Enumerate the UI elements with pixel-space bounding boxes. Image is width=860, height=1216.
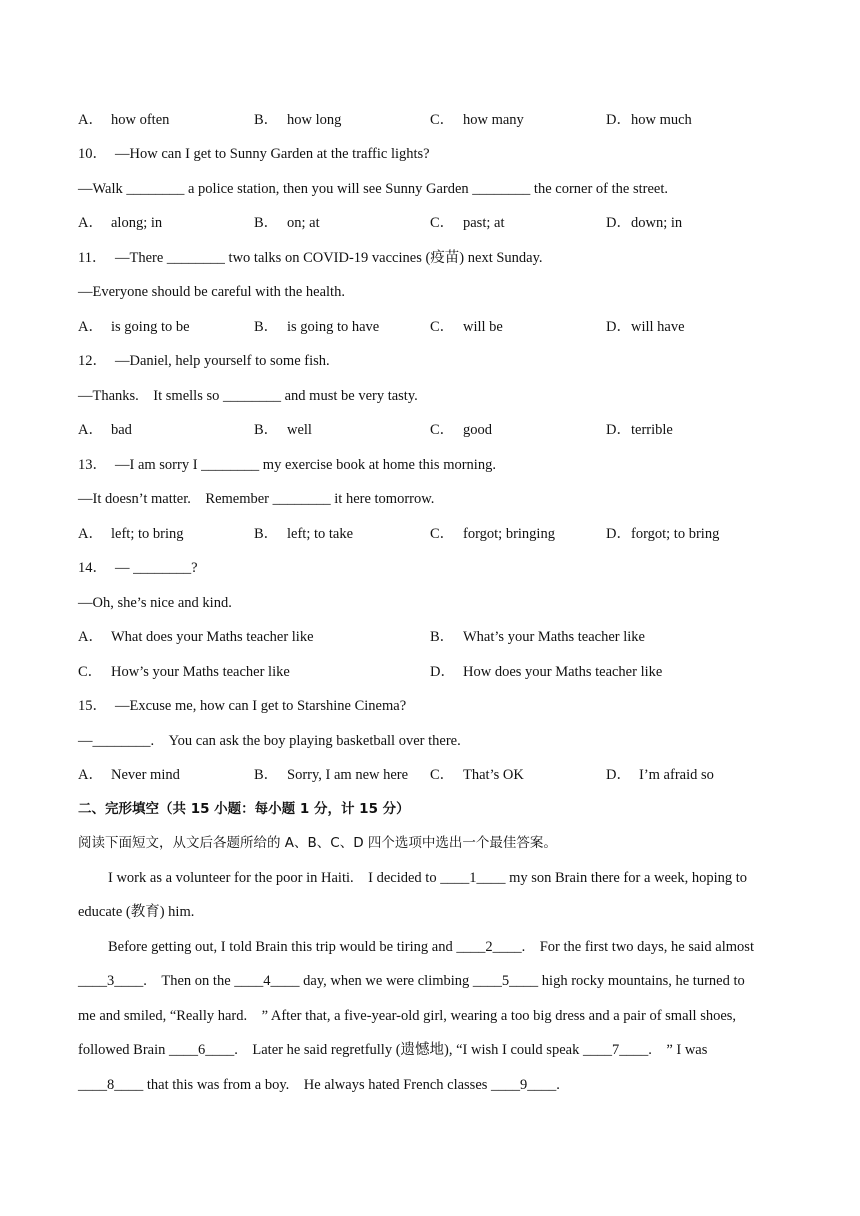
q14-option-d[interactable]: D． How does your Maths teacher like [430, 664, 663, 680]
q12-stem: 12． —Daniel, help yourself to some fish. [78, 353, 330, 369]
q12-option-b[interactable]: B． well [254, 422, 312, 438]
q11-reply: —Everyone should be careful with the health. [78, 284, 345, 300]
q10-option-a[interactable]: A． along; in [78, 215, 163, 231]
q14-option-b[interactable]: B． What’s your Maths teacher like [430, 629, 645, 645]
q13-reply: —It doesn’t matter. Remember ________ it here tomorrow. [78, 491, 435, 507]
q15-stem: 15． —Excuse me, how can I get to Starshine Cinema? [78, 698, 407, 714]
q12-option-c[interactable]: C． good [430, 422, 492, 438]
q15-option-b[interactable]: B． Sorry, I am new here [254, 767, 409, 783]
q10-reply: —Walk ________ a police station, then you will see Sunny Garden ________ the corner of the street. [78, 181, 668, 197]
q9-option-a[interactable]: A． how often [78, 112, 170, 128]
q10-option-d[interactable]: D．down; in [606, 215, 683, 231]
q10-option-b[interactable]: B． on; at [254, 215, 320, 231]
q11-option-d[interactable]: D．will have [606, 319, 685, 335]
q9-option-d[interactable]: D．how much [606, 112, 692, 128]
passage-line: Before getting out, I told Brain this trip would be tiring and ____2____. For the first two days, he said almost [108, 939, 754, 955]
passage-line: educate (教育) him. [78, 904, 195, 920]
q11-options [78, 316, 800, 338]
q15-options [78, 764, 800, 786]
q12-reply: —Thanks. It smells so ________ and must be very tasty. [78, 388, 418, 404]
passage-line: ____3____. Then on the ____4____ day, when we were climbing ____5____ high rocky mountains, he turned to [78, 973, 745, 989]
q15-option-a[interactable]: A． Never mind [78, 767, 180, 783]
q13-option-d[interactable]: D．forgot; to bring [606, 526, 720, 542]
q11-stem: 11． —There ________ two talks on COVID-19 vaccines (疫苗) next Sunday. [78, 250, 543, 266]
q9-options [78, 109, 800, 131]
passage-line: followed Brain ____6____. Later he said regretfully (遗憾地), “I wish I could speak ____7____. ” I was [78, 1042, 708, 1058]
q14-stem: 14． — ________? [78, 560, 198, 576]
q12-option-a[interactable]: A． bad [78, 422, 132, 438]
q15-reply: —________. You can ask the boy playing basketball over there. [78, 733, 461, 749]
q13-stem: 13． —I am sorry I ________ my exercise book at home this morning. [78, 457, 496, 473]
q10-stem: 10． —How can I get to Sunny Garden at the traffic lights? [78, 146, 430, 162]
q11-option-c[interactable]: C． will be [430, 319, 503, 335]
passage-line: I work as a volunteer for the poor in Haiti. I decided to ____1____ my son Brain there for a week, hoping to [108, 870, 748, 886]
q10-options [78, 212, 800, 234]
q13-option-a[interactable]: A． left; to bring [78, 526, 184, 542]
passage-line: me and smiled, “Really hard. ” After that, a five-year-old girl, wearing a too big dress and a pair of small shoes, [78, 1008, 737, 1024]
q14-option-a[interactable]: A． What does your Maths teacher like [78, 629, 314, 645]
q13-options [78, 523, 800, 545]
q13-option-b[interactable]: B． left; to take [254, 526, 354, 542]
q14-options-row1 [78, 626, 800, 648]
passage-line: ____8____ that this was from a boy. He always hated French classes ____9____. [78, 1077, 560, 1093]
q12-options [78, 419, 800, 441]
q9-option-c[interactable]: C． how many [430, 112, 524, 128]
section-instruction: 阅读下面短文，从文后各题所给的 A、B、C、D 四个选项中选出一个最佳答案。 [78, 835, 557, 851]
q10-option-c[interactable]: C． past; at [430, 215, 505, 231]
q11-option-b[interactable]: B． is going to have [254, 319, 380, 335]
q15-option-c[interactable]: C． That’s OK [430, 767, 524, 783]
q12-option-d[interactable]: D．terrible [606, 422, 673, 438]
q14-options-row2 [78, 661, 800, 683]
q11-option-a[interactable]: A． is going to be [78, 319, 190, 335]
q9-option-b[interactable]: B． how long [254, 112, 342, 128]
q14-option-c[interactable]: C． How’s your Maths teacher like [78, 664, 290, 680]
q13-option-c[interactable]: C． forgot; bringing [430, 526, 555, 542]
q15-option-d[interactable]: D． I’m afraid so [606, 767, 714, 783]
q14-reply: —Oh, she’s nice and kind. [78, 595, 232, 611]
section-title: 二、完形填空（共 15 小题：每小题 1 分，计 15 分） [78, 801, 410, 817]
